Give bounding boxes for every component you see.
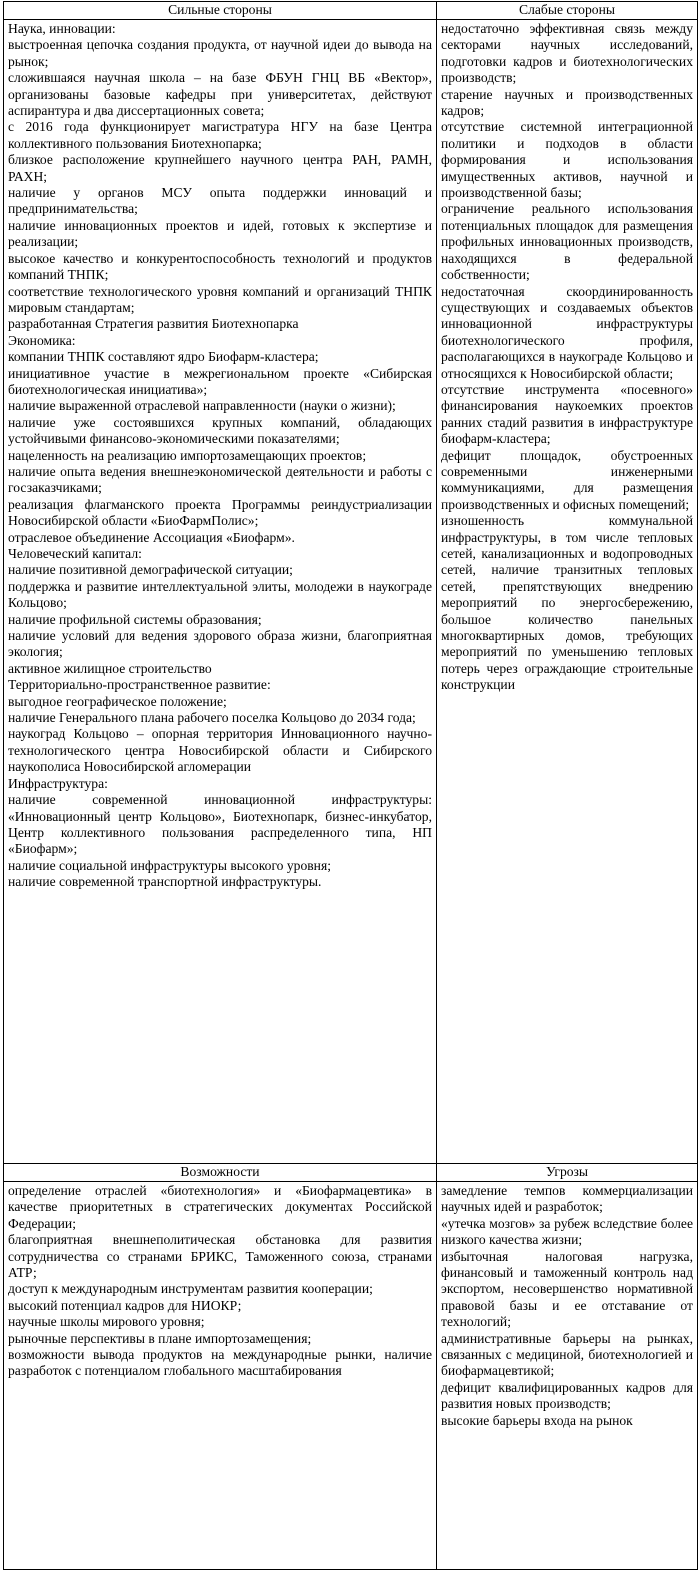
swot-header-row-top bbox=[4, 2, 698, 20]
strengths-item: наличие Генерального плана рабочего поселка Кольцово до 2034 года; bbox=[8, 710, 416, 726]
weaknesses-cell bbox=[437, 20, 698, 1164]
strengths-item: наличие профильной системы образования; bbox=[8, 611, 262, 627]
opportunities-header: Возможности bbox=[4, 1164, 437, 1182]
strengths-item: высокое качество и конкурентоспособность технологий и продуктов компаний ТНПК; bbox=[8, 250, 432, 283]
strengths-item: наличие условий для ведения здорового образа жизни, благоприятная экология; bbox=[8, 628, 432, 660]
opportunities-item: научные школы мирового уровня; bbox=[8, 1314, 205, 1330]
opportunities-item: доступ к международным инструментам развития кооперации; bbox=[8, 1281, 373, 1297]
opportunities-item: высокий потенциал кадров для НИОКР; bbox=[8, 1297, 242, 1313]
strengths-item: отраслевое объединение Ассоциация «Биофарм». bbox=[8, 529, 295, 545]
strengths-section-title: Экономика: bbox=[8, 332, 76, 348]
strengths-item: наукоград Кольцово – опорная территория Инновационного научно-технологического центра Новосибирской области и Сибирского наукополиса Новосибирской агломерации bbox=[8, 726, 432, 775]
weaknesses-item: отсутствие инструмента «посевного» финансирования наукоемких проектов ранних стадий развития в инфраструктуре биофарм-кластера; bbox=[441, 381, 693, 447]
opportunities-item: возможности вывода продуктов на международные рынки, наличие разработок с потенциалом глобального масштабирования bbox=[8, 1347, 432, 1379]
strengths-cell bbox=[4, 20, 437, 1164]
weaknesses-item: недостаточная скоординированность существующих и создаваемых объектов инновационной инфраструктуры биотехнологического профиля, располагающихся в наукограде Кольцово и относящихся к Новосибирской области; bbox=[441, 283, 693, 381]
threats-item: «утечка мозгов» за рубеж вследствие более низкого качества жизни; bbox=[441, 1215, 693, 1248]
weaknesses-header: Слабые стороны bbox=[437, 2, 698, 20]
threats-item: замедление темпов коммерциализации научных идей и разработок; bbox=[441, 1183, 693, 1215]
strengths-item: компании ТНПК составляют ядро Биофарм-кластера; bbox=[8, 349, 319, 365]
strengths-section-title: Инфраструктура: bbox=[8, 775, 108, 791]
strengths-item: наличие у органов МСУ опыта поддержки инноваций и предпринимательства; bbox=[8, 185, 432, 217]
swot-header-row-bottom bbox=[4, 1164, 698, 1182]
opportunities-cell bbox=[4, 1182, 437, 1570]
weaknesses-item: ограничение реального использования потенциальных площадок для размещения профильных инновационных производств, находящихся в федеральной собственности; bbox=[441, 201, 693, 283]
strengths-item: наличие позитивной демографической ситуации; bbox=[8, 562, 293, 578]
strengths-item: наличие уже состоявшихся крупных компаний, обладающих устойчивыми финансово-экономическими показателями; bbox=[8, 414, 432, 447]
threats-header: Угрозы bbox=[437, 1164, 698, 1182]
strengths-section-title: Человеческий капитал: bbox=[8, 546, 142, 561]
strengths-item: инициативное участие в межрегиональном проекте «Сибирская биотехнологическая инициатива»; bbox=[8, 365, 432, 397]
threats-cell bbox=[437, 1182, 698, 1570]
threats-item: избыточная налоговая нагрузка, финансовый и таможенный контроль над экспортом, несовершенство нормативной правовой базы и ее отставание от технологий; bbox=[441, 1248, 693, 1330]
threats-item: высокие барьеры входа на рынок bbox=[441, 1412, 633, 1428]
threats-item: административные барьеры на рынках, связанных с медициной, биотехнологией и биофармацевтикой; bbox=[441, 1330, 693, 1379]
opportunities-item: благоприятная внешнеполитическая обстановка для развития сотрудничества со странами БРИКС, Таможенного союза, странами АТР; bbox=[8, 1232, 432, 1281]
strengths-item: поддержка и развитие интеллектуальной элиты, молодежи в наукограде Кольцово; bbox=[8, 578, 432, 611]
strengths-item: наличие современной инновационной инфраструктуры: «Инновационный центр Кольцово», Биотехнопарк, бизнес-инкубатор, Центр коллективного пользования распределенного типа, НП «Биофарм»; bbox=[8, 792, 432, 857]
weaknesses-item: старение научных и производственных кадров; bbox=[441, 86, 693, 119]
strengths-section-title: Территориально-пространственное развитие: bbox=[8, 677, 271, 693]
strengths-item: выгодное географическое положение; bbox=[8, 693, 227, 709]
swot-table bbox=[3, 1, 698, 1570]
strengths-item: с 2016 года функционирует магистратура НГУ на базе Центра коллективного пользования Биотехнопарка; bbox=[8, 119, 432, 151]
strengths-item: реализация флагманского проекта Программы реиндустриализации Новосибирской области «БиоФармПолис»; bbox=[8, 496, 432, 529]
strengths-item: близкое расположение крупнейшего научного центра РАН, РАМН, РАХН; bbox=[8, 152, 432, 184]
strengths-item: наличие выраженной отраслевой направленности (науки о жизни); bbox=[8, 398, 396, 414]
strengths-item: нацеленность на реализацию импортозамещающих проектов; bbox=[8, 447, 367, 463]
strengths-item: активное жилищное строительство bbox=[8, 660, 212, 676]
weaknesses-item: отсутствие системной интеграционной политики и подходов в области формирования и использования имущественных активов, научной и производственной базы; bbox=[441, 119, 693, 201]
strengths-item: наличие социальной инфраструктуры высокого уровня; bbox=[8, 857, 331, 873]
threats-item: дефицит квалифицированных кадров для развития новых производств; bbox=[441, 1379, 693, 1412]
strengths-item: соответствие технологического уровня компаний и организаций ТНПК мировым стандартам; bbox=[8, 283, 432, 315]
strengths-item: Наука, инновации: bbox=[8, 21, 116, 36]
strengths-item: сложившаяся научная школа – на базе ФБУН ГНЦ ВБ «Вектор», организованы базовые кафедры при университетах, действуют аспирантура и два диссертационных совета; bbox=[8, 70, 432, 119]
strengths-item: наличие инновационных проектов и идей, готовых к экспертизе и реализации; bbox=[8, 217, 432, 250]
weaknesses-item: недостаточно эффективная связь между секторами научных исследований, подготовки кадров и биотехнологических производств; bbox=[441, 21, 693, 86]
strengths-item: выстроенная цепочка создания продукта, от научной идеи до вывода на рынок; bbox=[8, 37, 432, 69]
swot-row-bottom bbox=[4, 1182, 698, 1570]
strengths-item: наличие опыта ведения внешнеэкономической деятельности и работы с госзаказчиками; bbox=[8, 463, 432, 496]
strengths-item: разработанная Стратегия развития Биотехнопарка bbox=[8, 316, 299, 332]
opportunities-item: определение отраслей «биотехнология» и «Биофармацевтика» в качестве приоритетных в стратегических документах Российской Федерации; bbox=[8, 1183, 432, 1231]
opportunities-item: рыночные перспективы в плане импортозамещения; bbox=[8, 1330, 312, 1346]
swot-row-top bbox=[4, 20, 698, 1164]
strengths-header: Сильные стороны bbox=[4, 2, 437, 20]
weaknesses-item: дефицит площадок, обустроенных современными инженерными коммуникациями, для размещения производственных и офисных помещений; bbox=[441, 447, 693, 512]
strengths-item: наличие современной транспортной инфраструктуры. bbox=[8, 874, 322, 890]
weaknesses-item: изношенность коммунальной инфраструктуры, в том числе тепловых сетей, канализационных и водопроводных сетей, наличие транзитных тепловых сетей, препятствующих внедрению мероприятий по энергосбережению, большое количество панельных многоквартирных домов, требующих мероприятий по уменьшению тепловых потерь через ограждающие строительные конструкции bbox=[441, 513, 693, 693]
